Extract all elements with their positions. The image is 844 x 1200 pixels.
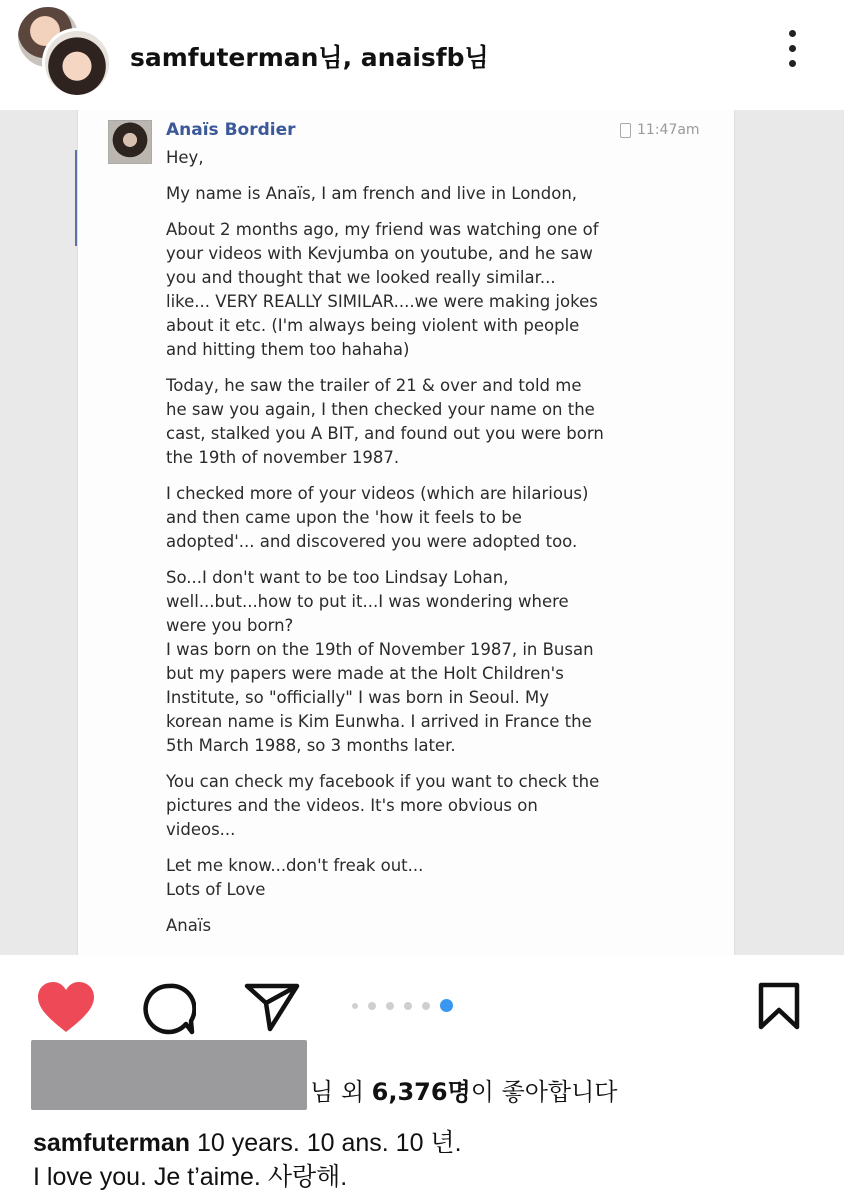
caption-line-2: I love you. Je t’aime. 사랑해. — [33, 1163, 348, 1191]
message-timestamp: 11:47am — [637, 122, 700, 138]
message-paragraph: Today, he saw the trailer of 21 & over and told me he saw you again, I then checked your name on the cast, stalked you A BIT, and found out you were born the 19th of november 1987. — [166, 376, 604, 467]
caption-username[interactable]: samfuterman — [33, 1129, 190, 1157]
more-options-icon[interactable] — [782, 30, 802, 74]
carousel-dot — [422, 1002, 430, 1010]
message-paragraph: Let me know...don't freak out... Lots of Love — [166, 856, 424, 899]
share-icon[interactable] — [244, 982, 300, 1032]
post-header — [0, 0, 844, 104]
sender-avatar — [108, 120, 152, 164]
like-heart-icon[interactable] — [38, 982, 94, 1034]
message-thread-bar — [75, 150, 77, 246]
likes-suffix: 이 좋아합니다 — [470, 1078, 618, 1106]
carousel-dot — [352, 1003, 358, 1009]
carousel-dot — [386, 1002, 394, 1010]
post-image[interactable] — [0, 110, 844, 955]
carousel-dot — [404, 1002, 412, 1010]
carousel-dot-active — [440, 999, 453, 1012]
mobile-phone-icon — [620, 123, 631, 138]
message-time — [620, 122, 700, 138]
message-body — [166, 146, 646, 950]
message-paragraph: I checked more of your videos (which are hilarious) and then came upon the 'how it feels to be adopted'... and discovered you were adopted too. — [166, 484, 589, 551]
message-paragraph: Hey, — [166, 148, 204, 167]
message-paragraph: So...I don't want to be too Lindsay Lohan, well...but...how to put it...I was wondering where were you born? I was born on the 19th of November 1987, in Busan but my papers were made at the Holt Children's Institute, so "officially" I was born in Seoul. My korean name is Kim Eunwha. I arrived in France the 5th March 1988, so 3 months later. — [166, 568, 594, 755]
bookmark-icon[interactable] — [758, 982, 800, 1030]
post-authors[interactable]: samfuterman님, anaisfb님 — [130, 43, 489, 72]
comment-icon[interactable] — [142, 982, 196, 1036]
author-avatar[interactable] — [42, 28, 112, 98]
post-caption — [33, 1126, 462, 1194]
message-paragraph: Anaïs — [166, 916, 212, 935]
redacted-username — [31, 1040, 307, 1110]
sender-name: Anaïs Bordier — [166, 120, 296, 140]
message-paragraph: My name is Anaïs, I am french and live in London, — [166, 184, 578, 203]
carousel-dot — [368, 1002, 376, 1010]
carousel-indicator — [352, 999, 453, 1012]
message-paragraph: About 2 months ago, my friend was watching one of your videos with Kevjumba on youtube, and he saw you and thought that we looked really similar... like... VERY REALLY SIMILAR....we were making jokes about it etc. (I'm always being violent with people and hitting them too hahaha) — [166, 220, 599, 359]
likes-count: 6,376명 — [371, 1078, 471, 1106]
likes-summary[interactable] — [310, 1072, 617, 1107]
likes-prefix: 님 외 — [310, 1078, 372, 1106]
message-paragraph: You can check my facebook if you want to check the pictures and the videos. It's more obvious on videos... — [166, 772, 600, 839]
caption-line-1: 10 years. 10 ans. 10 년. — [190, 1129, 462, 1157]
